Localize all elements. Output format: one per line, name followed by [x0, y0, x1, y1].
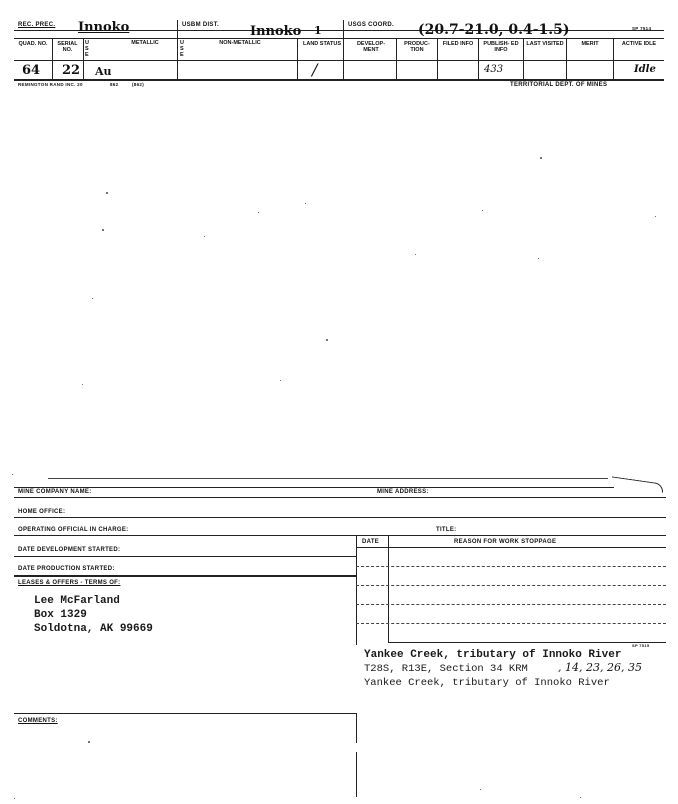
date-dev-label: DATE DEVELOPMENT STARTED: — [18, 547, 121, 553]
col-land-status: LAND STATUS — [303, 41, 341, 47]
col-published-info: PUBLISH- ED INFO — [483, 41, 519, 53]
date-prod-label: DATE PRODUCTION STARTED: — [18, 566, 115, 572]
footer-right: TERRITORIAL DEPT. OF MINES — [510, 82, 608, 88]
location-line2-hand: , 14, 23, 26, 35 — [558, 661, 642, 674]
land-status-value: / — [312, 60, 318, 79]
usbm-dist-label: USBM DIST. — [182, 22, 220, 28]
form-number-bottom: SP 7515 — [632, 643, 650, 648]
col-metallic-use: U S E — [85, 40, 89, 58]
col-development: DEVELOP- MENT — [356, 41, 386, 53]
location-line1: Yankee Creek, tributary of Innoko River — [364, 649, 622, 661]
owner-city: Soldotna, AK 99669 — [34, 623, 153, 635]
col-serial-no: SERIAL NO. — [57, 41, 78, 53]
footer-left: REMINGTON RAND INC. 20 — [18, 82, 83, 87]
published-info-value: 433 — [484, 64, 504, 75]
serial-no-value: 22 — [62, 63, 81, 78]
title-label: TITLE: — [436, 527, 457, 533]
comments-label: COMMENTS: — [18, 718, 58, 724]
quad-no-value: 64 — [22, 63, 41, 78]
footer-code1: 862 — [110, 82, 119, 87]
usbm-dist-value: Innoko — [250, 24, 302, 39]
location-line3: Yankee Creek, tributary of Innoko River — [364, 677, 610, 689]
location-line2: T28S, R13E, Section 34 KRM — [364, 663, 528, 675]
owner-box: Box 1329 — [34, 609, 87, 621]
col-nonmetallic-use: U S E — [180, 40, 184, 58]
mine-company-label: MINE COMPANY NAME: — [18, 489, 92, 495]
home-office-label: HOME OFFICE: — [18, 509, 66, 515]
leases-label: LEASES & OFFERS - TERMS OF: — [18, 580, 121, 586]
active-idle-value: Idle — [634, 64, 656, 75]
col-filed-info: FILED INFO — [442, 41, 474, 47]
mine-address-label: MINE ADDRESS: — [377, 489, 429, 495]
date-col-label: DATE — [362, 539, 380, 545]
rec-prec-value: Innoko — [78, 20, 130, 35]
owner-name: Lee McFarland — [34, 595, 120, 607]
col-nonmetallic: NON-METALLIC — [219, 40, 261, 46]
usbm-dist-number: 1 — [314, 24, 322, 37]
col-active-idle: ACTIVE IDLE — [621, 41, 657, 47]
reason-col-label: REASON FOR WORK STOPPAGE — [454, 539, 557, 545]
usgs-coord-label: USGS COORD. — [348, 22, 394, 28]
col-merit: MERIT — [581, 41, 599, 47]
col-quad-no: QUAD. NO. — [18, 41, 48, 47]
col-last-visited: LAST VISITED — [526, 41, 564, 47]
operating-official-label: OPERATING OFFICIAL IN CHARGE: — [18, 527, 129, 533]
rec-prec-label: REC. PREC. — [18, 22, 56, 28]
footer-code2: (862) — [132, 82, 145, 87]
col-metallic: METALLIC — [131, 40, 159, 46]
usgs-coord-value: (20.7-21.0, 0.4-1.5) — [418, 22, 570, 38]
form-number-top: SP 7514 — [632, 26, 652, 31]
metallic-value: Au — [95, 65, 112, 78]
col-production: PRODUC- TION — [404, 41, 430, 53]
